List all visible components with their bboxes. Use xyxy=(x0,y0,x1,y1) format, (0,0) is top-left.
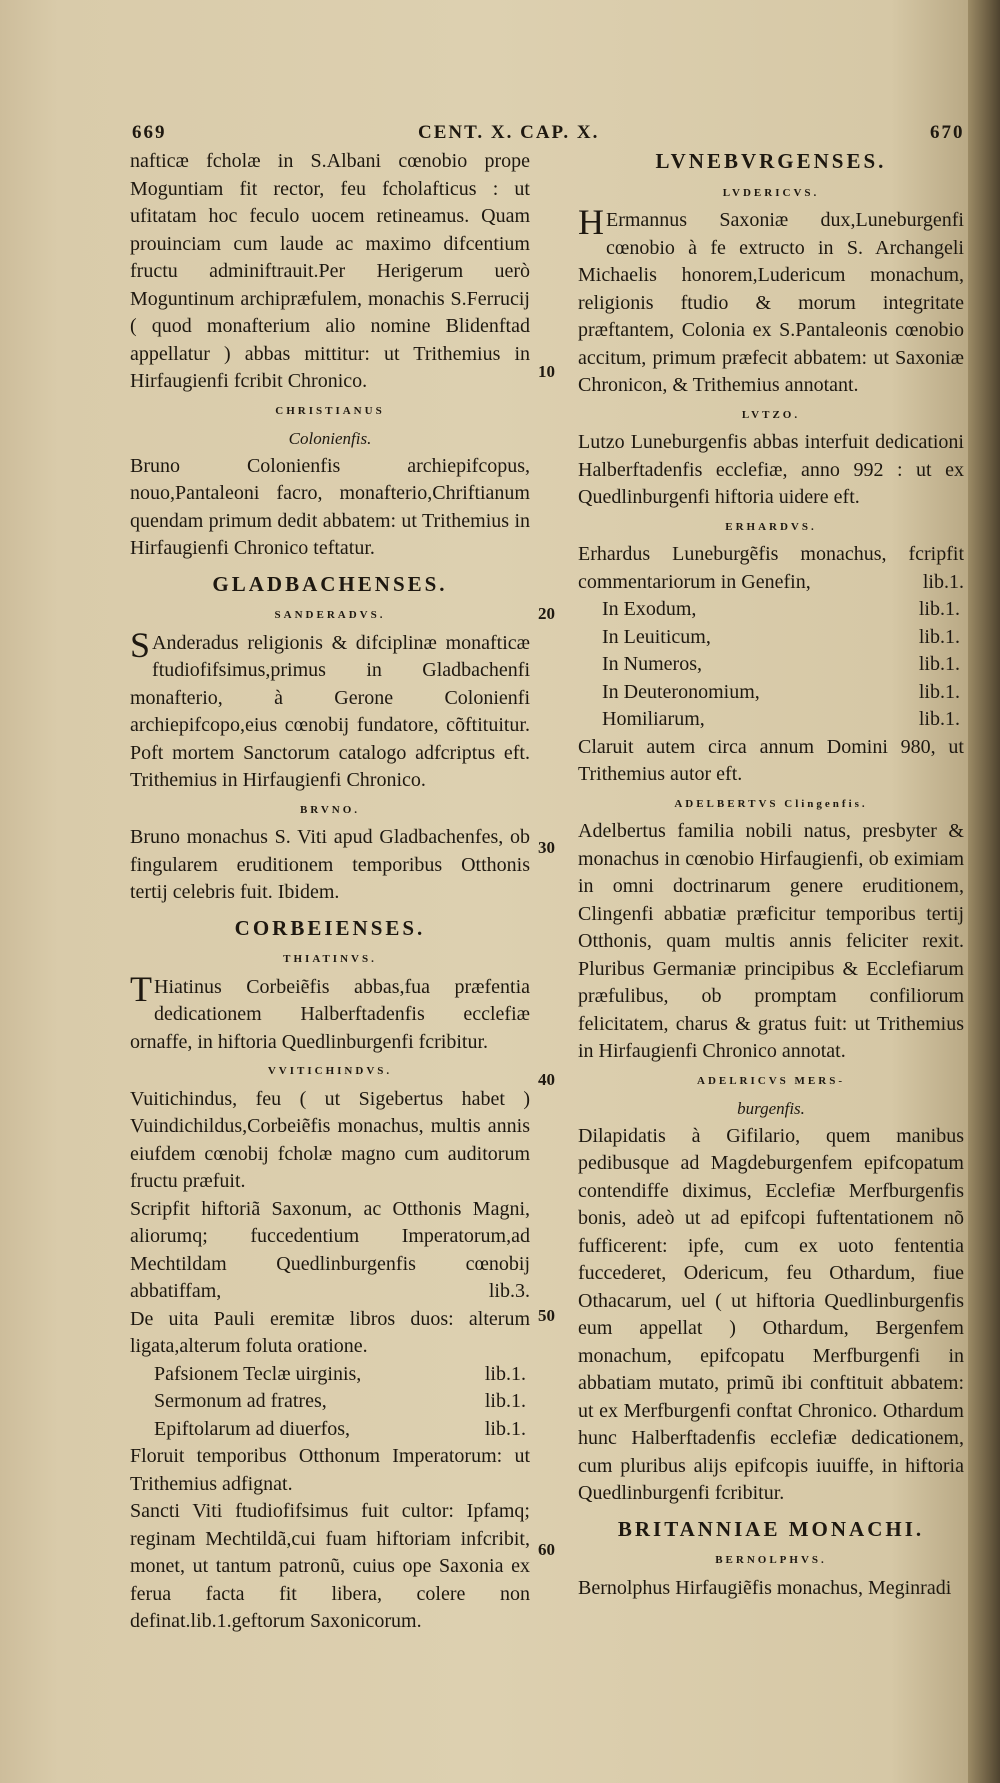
paragraph: Claruit autem circa annum Domini 980, ut Trithemius autor eft. xyxy=(578,735,964,785)
section-name: BRVNO. xyxy=(299,803,361,816)
paragraph: Scripfit hiftoriã Saxonum, ac Otthonis Magni, aliorumq; fuccedentium Imperatorum,ad Mechtildam Quedlinburgenfis cœnobij abbatiffam, lib.3. xyxy=(130,1197,530,1302)
section-name: CHRISTIANUS xyxy=(275,404,385,417)
paragraph: S Anderadus religionis & difciplinæ monafticæ ftudiofifsimus,primus in Gladbachenfi monafterio, à Gerone Colonienfi archiepifcopo,eius cœnobij fundatore, cõftituitur. Poft mortem Sanctorum catalogo adfcriptus eft. Trithemius in Hirfaugienfi Chronico. xyxy=(130,624,530,791)
paragraph: De uita Pauli eremitæ libros duos: alterum ligata,alterum foluta oratione. xyxy=(130,1307,530,1357)
paragraph: Erhardus Luneburgẽfis monachus, fcripfit commentariorum in Genefin, lib.1. xyxy=(578,543,964,593)
section-name: BERNOLPHVS. xyxy=(715,1554,827,1566)
section-subtitle: burgenfis. xyxy=(737,1099,805,1118)
paragraph: Floruit temporibus Otthonum Imperatorum: ut Trithemius adfignat. xyxy=(130,1445,530,1495)
paragraph: nafticæ fcholæ in S.Albani cœnobio prope Moguntiam fit rector, feu fcholafticus : ut ufitatam hoc feculo uocem retineamus. Quam prouinciam cum laude ac maximo difcentium fructu adminiftrauit.Per Herigerum uerò Moguntinum archipræfulem, monachis S.Ferrucij ( quod monafterium alio nomine Blidenftad appellatur ) abbas mittitur: ut Trithemius in Hirfaugienfi fcribit Chronico. xyxy=(130,150,530,392)
line-number: 40 xyxy=(538,1070,555,1089)
paragraph: Bruno Colonienfis archiepifcopus, nouo,Pantaleoni facro, monafterio,Chriftianum quendam primum dedit abbatem: ut Trithemius in Hirfaugienfi Chronico teftatur. xyxy=(130,454,530,559)
drop-cap: H xyxy=(578,202,604,242)
section-name: VVITICHINDVS. xyxy=(267,1065,393,1077)
section-name: SANDERADVS. xyxy=(274,609,386,621)
drop-cap: T xyxy=(130,968,152,1009)
list-item: In Numeros, lib.1. xyxy=(602,653,960,675)
section-subtitle: Colonienfis. xyxy=(288,429,372,448)
line-number: 10 xyxy=(538,362,555,381)
section-name: ADELRICVS MERS- xyxy=(697,1074,845,1087)
paragraph: Lutzo Luneburgenfis abbas interfuit dedicationi Halberftadenfis ecclefiæ, anno 992 : ut ex Quedlinburgenfi hiftoria uidere eft. xyxy=(578,431,964,508)
list-item: Pafsionem Teclæ uirginis, lib.1. xyxy=(154,1362,526,1385)
line-number: 60 xyxy=(538,1540,555,1559)
list-item: In Leuiticum, lib.1. xyxy=(602,625,960,648)
paragraph: Dilapidatis à Gifilario, quem manibus pedibusque ad Magdeburgenfem epifcopatum contendiffe diximus, Ecclefiæ Merfburgenfis bonis, adeò ut ad epifcopi fuftentationem nõ fufficerent: ipfe, cum ex uoto fententia fuccederet, Odericum, feu Othardum, fiue Othacarum, uel ( ut hiftoria Quedlinburgenfis eum appellat ) Othardum, Bergenfem monachum, epifcopatu Merfburgenfi in abbatiam mutato, primũ ibi conftituit abbatem: ut ex Merfburgenfi conftat Chronico. Othardum hunc Halberftadenfis ecclefiæ dedicationem, cum pluribus alijs epifcopis iuuiffe, in hiftoria Quedlinburgenfi fcribitur. xyxy=(578,1124,964,1504)
paragraph: H Ermannus Saxoniæ dux,Luneburgenfi cœnobio à fe extructo in S. Archangeli Michaelis honorem,Ludericum monachum, religionis ftudio & morum integritate præftantem, Colonia ex S.Pantaleonis cœnobio accitum, primum præfecit abbatem: ut Saxoniæ Chronicon, & Trithemius annotant. xyxy=(578,202,964,396)
section-heading: LVNEBVRGENSES. xyxy=(655,149,887,173)
left-column xyxy=(130,148,530,1636)
list-item: In Exodum, lib.1. xyxy=(602,598,960,620)
paragraph: Bernolphus Hirfaugiẽfis monachus, Meginradi xyxy=(578,1576,952,1599)
list-item: Epiftolarum ad diuerfos, lib.1. xyxy=(154,1417,526,1440)
section-heading: CORBEIENSES. xyxy=(234,915,426,940)
section-name: LVDERICVS. xyxy=(722,186,820,199)
drop-cap: S xyxy=(130,624,151,665)
section-heading: GLADBACHENSES. xyxy=(212,571,448,596)
list-item: Sermonum ad fratres, lib.1. xyxy=(154,1390,526,1412)
section-name: ADELBERTVS Clingenfis. xyxy=(674,797,868,810)
line-number: 20 xyxy=(538,604,555,623)
section-heading: BRITANNIAE MONACHI. xyxy=(617,1516,925,1541)
paragraph: Adelbertus familia nobili natus, presbyter & monachus in cœnobio Hirfaugienfi, ob eximiam in omni doctrinarum genere eruditionem, Clingenfi abbatiæ præficitur temporibus tertij Otthonis, quam multis annis feliciter rexit. Pluribus Germaniæ principibus & Ecclefiarum præfulibus, ob promptam confiliorum felicitatem, charus & gratus fuit: ut Trithemius in Hirfaugienfi Chronico annotat. xyxy=(578,820,964,1062)
page-number-left: 669 xyxy=(132,122,167,143)
running-title: CENT. X. CAP. X. xyxy=(418,122,600,143)
paragraph: Bruno monachus S. Viti apud Gladbachenfes, ob fingularem eruditionem temporibus Otthonis tertij celebris fuit. Ibidem. xyxy=(130,826,530,903)
line-number: 50 xyxy=(538,1306,555,1325)
section-name: THIATINVS. xyxy=(283,953,377,965)
page-number-right: 670 xyxy=(930,122,965,143)
paragraph: T Hiatinus Corbeiẽfis abbas,fua præfentia dedicationem Halberftadenfis ecclefiæ ornaffe, in hiftoria Quedlinburgenfi fcribitur. xyxy=(130,968,530,1053)
right-column xyxy=(578,148,964,1602)
book-spine xyxy=(968,0,1000,1783)
section-name: ERHARDVS. xyxy=(725,520,817,533)
section-name: LVTZO. xyxy=(741,408,801,421)
paragraph: Sancti Viti ftudiofifsimus fuit cultor: Ipfamq; reginam Mechtildã,cui fuam hiftoriam infcribit, monet, ut tantum patronũ, cuius ope Saxonia ex ferua facta fit libera, colere non definat.lib.1.geftorum Saxonicorum. xyxy=(130,1500,530,1632)
list-item: Homiliarum, lib.1. xyxy=(602,708,960,730)
line-number: 30 xyxy=(538,838,555,857)
list-item: In Deuteronomium, lib.1. xyxy=(602,680,960,703)
paragraph: Vuitichindus, feu ( ut Sigebertus habet ) Vuindichildus,Corbeiẽfis monachus, multis annis eiufdem cœnobij fcholæ magno cum auditorum fructu præfuit. xyxy=(130,1087,530,1192)
